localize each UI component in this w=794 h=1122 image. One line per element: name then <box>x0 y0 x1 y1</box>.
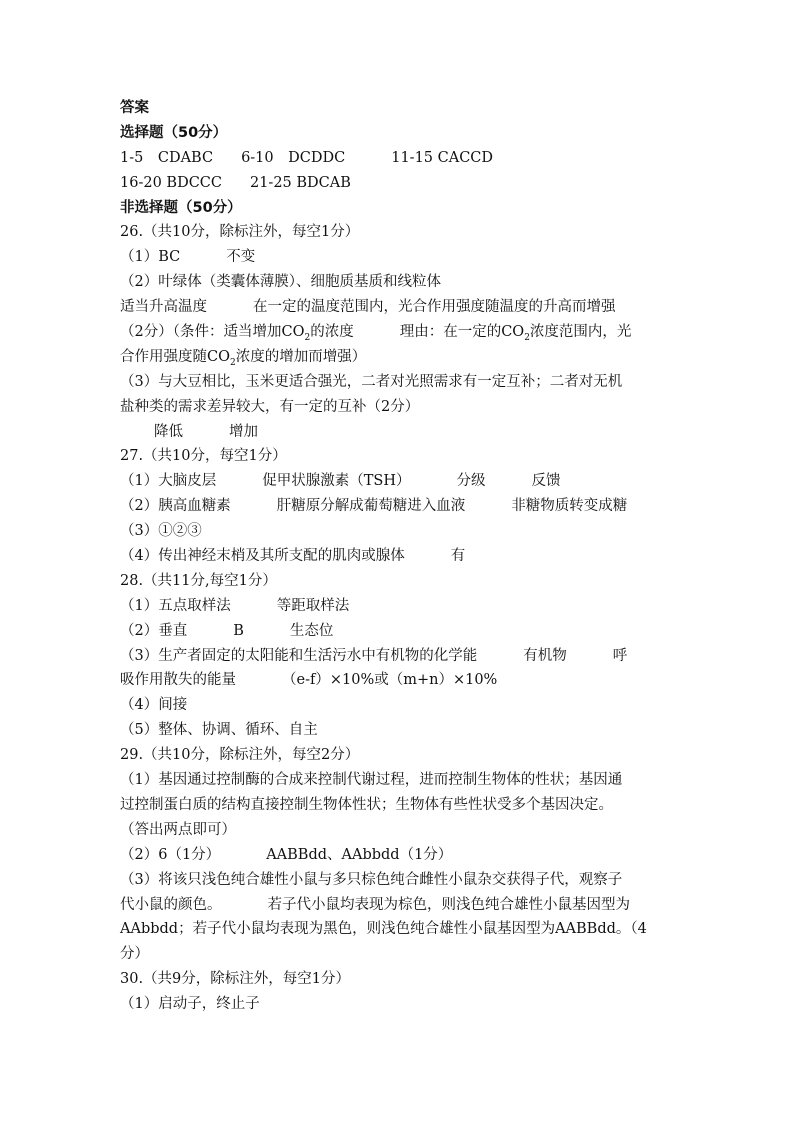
q29-part1-b: 过控制蛋白质的结构直接控制生物体性状；生物体有些性状受多个基因决定。 <box>120 796 613 813</box>
q27-part3: （3）①②③ <box>120 523 202 540</box>
q28-heading: 28.（共11分,每空1分） <box>120 572 277 589</box>
q26-part1: （1）BC 不变 <box>120 249 256 266</box>
q26-part2-reason-b: （2分）（条件：适当增加$CO_2$的浓度 理由：在一定的$CO_2$浓度范围内，光 <box>120 324 632 343</box>
q26-part3-b: 盐种类的需求差异较大，有一定的互补（2分） <box>120 398 420 415</box>
section-non-choice: 非选择题（50分） <box>120 199 242 216</box>
q27-heading: 27.（共10分，每空1分） <box>120 448 287 465</box>
doc-title: 答案 <box>120 100 149 116</box>
q29-part2: （2）6（1分） AABBdd、AAbbdd（1分） <box>120 846 453 863</box>
section-multiple-choice: 选择题（50分） <box>120 124 228 141</box>
q29-part3-a: （3）将该只浅色纯合雄性小鼠与多只棕色纯合雌性小鼠杂交获得子代，观察子 <box>120 871 623 888</box>
q26-part3-a: （3）与大豆相比，玉米更适合强光，二者对光照需求有一定互补；二者对无机 <box>120 373 623 390</box>
q29-part3-c: AAbbdd；若子代小鼠均表现为黑色，则浅色纯合雄性小鼠基因型为AABBdd。（4 <box>120 921 647 938</box>
q28-part1: （1）五点取样法 等距取样法 <box>120 597 350 614</box>
mc-answers-row-2: 16-20 BDCCC 21-25 BDCAB <box>120 174 351 191</box>
q27-part2: （2）胰高血糖素 肝糖原分解成葡萄糖进入血液 非糖物质转变成糖 <box>120 498 628 515</box>
q26-part2-reason-a: 适当升高温度 在一定的温度范围内，光合作用强度随温度的升高而增强 <box>120 299 616 316</box>
q29-part3-b: 代小鼠的颜色。 若子代小鼠均表现为棕色，则浅色纯合雄性小鼠基因型为 <box>120 896 630 913</box>
q27-part4: （4）传出神经末梢及其所支配的肌肉或腺体 有 <box>120 548 466 565</box>
q28-part3-a: （3）生产者固定的太阳能和生活污水中有机物的化学能 有机物 呼 <box>120 647 628 664</box>
q26-part2-reason-c: 合作用强度随$CO_2$浓度的增加而增强） <box>120 348 367 368</box>
q29-part1-a: （1）基因通过控制酶的合成来控制代谢过程，进而控制生物体的性状；基因通 <box>120 772 623 789</box>
q29-part3-d: 分） <box>120 946 149 963</box>
q28-part5: （5）整体、协调、循环、自主 <box>120 722 318 739</box>
q26-part3-c: 降低 增加 <box>154 423 258 440</box>
q27-part1: （1）大脑皮层 促甲状腺激素（TSH） 分级 反馈 <box>120 473 561 490</box>
q30-heading: 30.（共9分，除标注外，每空1分） <box>120 971 351 988</box>
q28-part3-b: 吸作用散失的能量 （e-f）×10%或（m+n）×10% <box>120 672 498 689</box>
q29-part1-c: （答出两点即可） <box>120 821 236 838</box>
q30-part1: （1）启动子，终止子 <box>120 996 260 1013</box>
q29-heading: 29.（共10分，除标注外，每空2分） <box>120 747 360 764</box>
mc-answers-row-1: 1-5 CDABC 6-10 DCDDC 11-15 CACCD <box>120 149 494 166</box>
q28-part2: （2）垂直 B 生态位 <box>120 622 334 639</box>
q26-heading: 26.（共10分，除标注外，每空1分） <box>120 224 360 241</box>
answer-document <box>120 96 680 1017</box>
q28-part4: （4）间接 <box>120 697 188 714</box>
q26-part2: （2）叶绿体（类囊体薄膜）、细胞质基质和线粒体 <box>120 274 441 291</box>
